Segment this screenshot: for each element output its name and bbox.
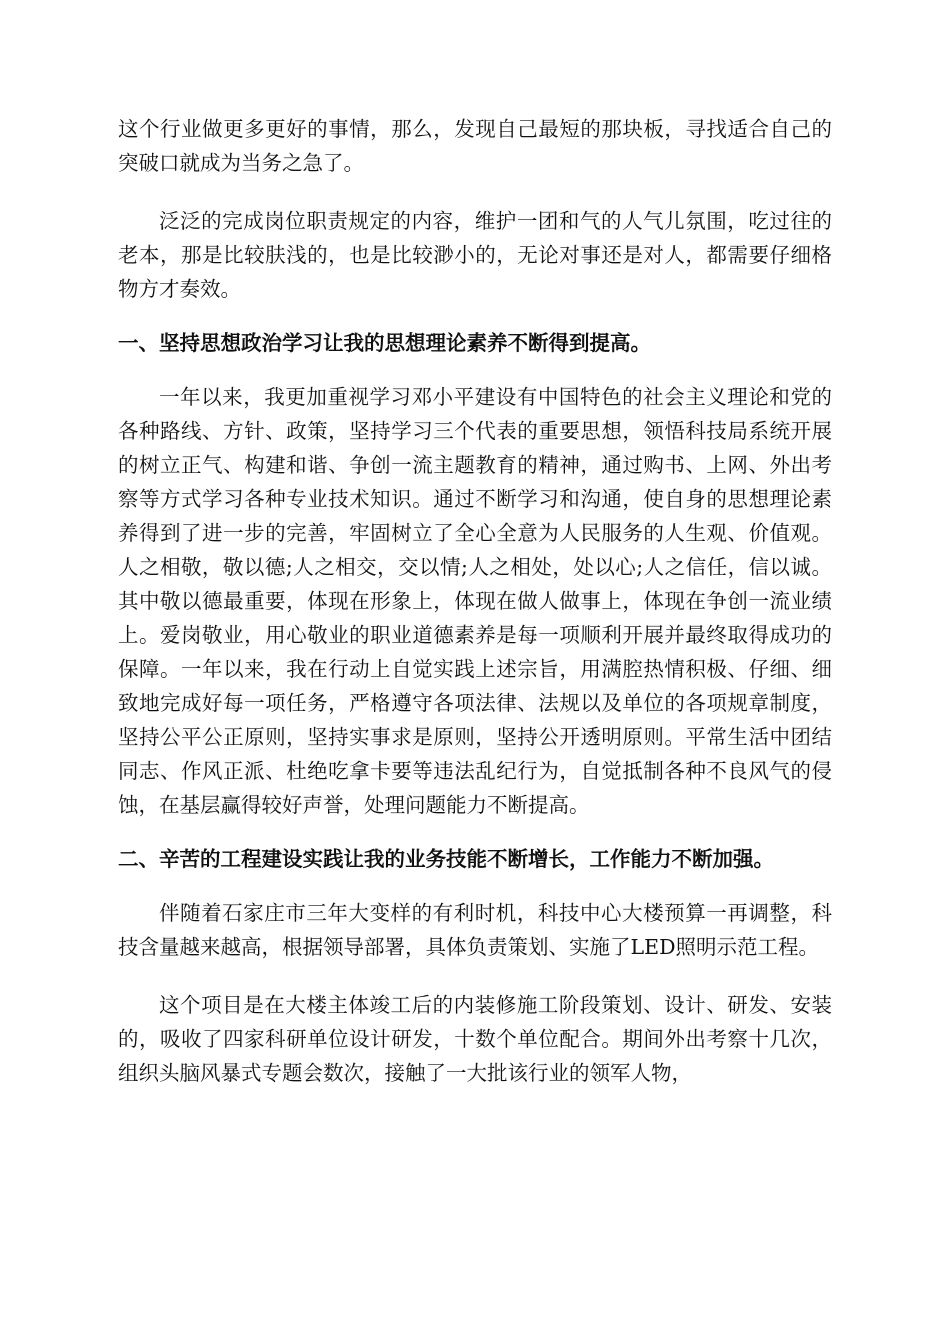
paragraph: 伴随着石家庄市三年大变样的有利时机，科技中心大楼预算一再调整，科技含量越来越高，根据领导部署，具体负责策划、实施了LED照明示范工程。	[118, 901, 832, 959]
section-heading-1: 一、坚持思想政治学习让我的思想理论素养不断得到提高。	[118, 331, 651, 355]
paragraph: 这个项目是在大楼主体竣工后的内装修施工阶段策划、设计、研发、安装的，吸收了四家科研单位设计研发，十数个单位配合。期间外出考察十几次，组织头脑风暴式专题会数次，接触了一大批该行业的领军人物，	[118, 993, 832, 1085]
section-heading-2: 二、辛苦的工程建设实践让我的业务技能不断增长，工作能力不断加强。	[118, 847, 774, 871]
paragraph: 一年以来，我更加重视学习邓小平建设有中国特色的社会主义理论和党的各种路线、方针、政策，坚持学习三个代表的重要思想，领悟科技局系统开展的树立正气、构建和谐、争创一流主题教育的精神，通过购书、上网、外出考察等方式学习各种专业技术知识。通过不断学习和沟通，使自身的思想理论素养得到了进一步的完善，牢固树立了全心全意为人民服务的人生观、价值观。人之相敬，敬以德;人之相交，交以情;人之相处，处以心;人之信任，信以诚。其中敬以德最重要，体现在形象上，体现在做人做事上，体现在争创一流业绩上。爱岗敬业，用心敬业的职业道德素养是每一项顺利开展并最终取得成功的保障。一年以来，我在行动上自觉实践上述宗旨，用满腔热情积极、仔细、细致地完成好每一项任务，严格遵守各项法律、法规以及单位的各项规章制度，坚持公平公正原则，坚持实事求是原则，坚持公开透明原则。平常生活中团结同志、作风正派、杜绝吃拿卡要等违法乱纪行为，自觉抵制各种不良风气的侵蚀，在基层赢得较好声誉，处理问题能力不断提高。	[118, 385, 832, 817]
paragraph: 泛泛的完成岗位职责规定的内容，维护一团和气的人气儿氛围，吃过往的老本，那是比较肤浅的，也是比较渺小的，无论对事还是对人，都需要仔细格物方才奏效。	[118, 209, 832, 301]
paragraph-continuation: 这个行业做更多更好的事情，那么，发现自己最短的那块板，寻找适合自己的突破口就成为当务之急了。	[118, 117, 832, 175]
document-page	[118, 112, 832, 1090]
